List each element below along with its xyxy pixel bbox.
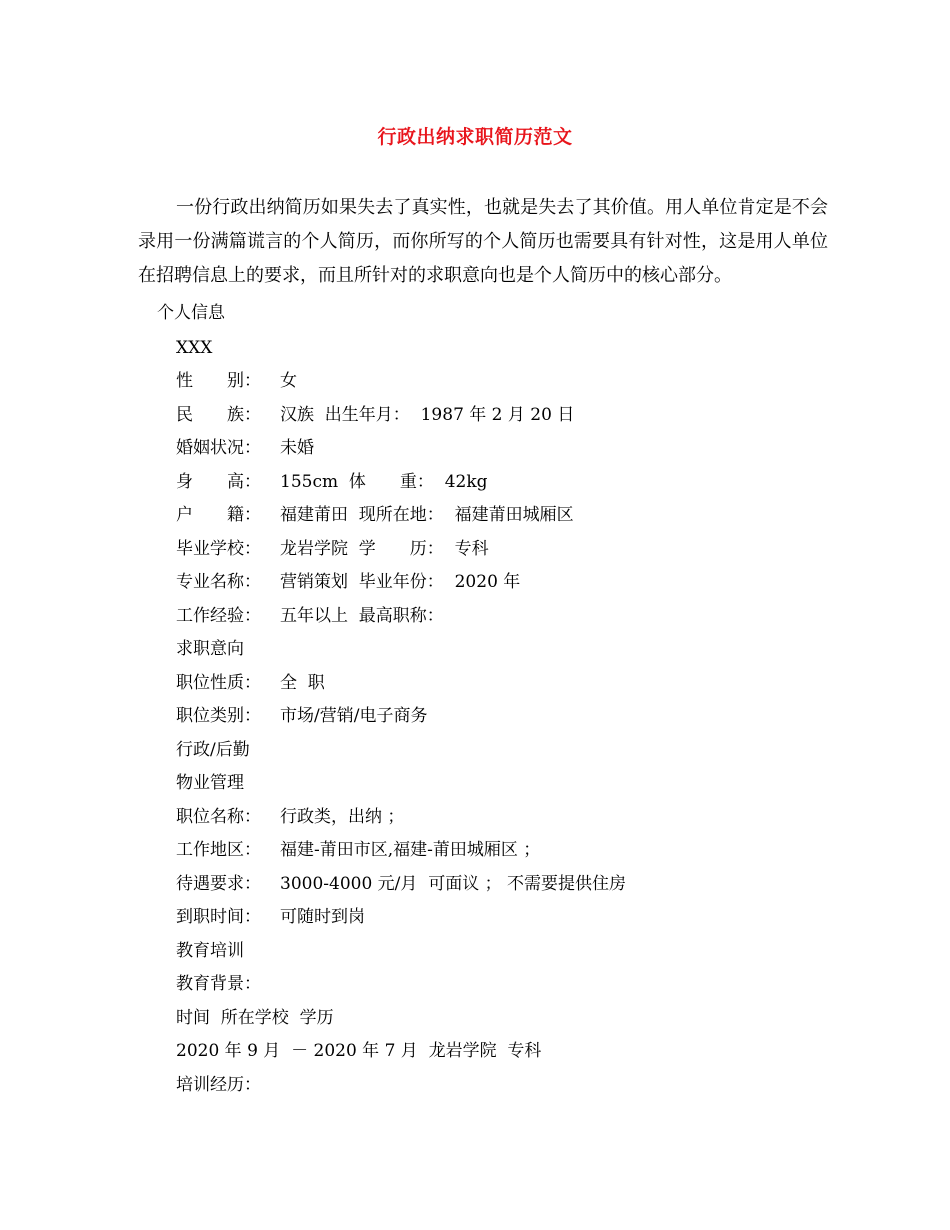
training-label: 培训经历： [176, 1075, 261, 1095]
ethnicity-value: 汉族 出生年月： 1987 年 2 月 20 日 [280, 405, 575, 425]
education-row: 2020 年 9 月 － 2020 年 7 月 龙岩学院 专科 [176, 1041, 542, 1061]
marital-row [176, 436, 314, 460]
job-category-label: 职位类别： [176, 706, 261, 726]
gender-row [176, 369, 297, 393]
experience-row [176, 604, 444, 628]
major-row [176, 570, 520, 594]
school-row [176, 537, 489, 561]
marital-value: 未婚 [280, 438, 314, 458]
job-category-2: 行政/后勤 [176, 740, 250, 760]
education-heading: 教育培训 [176, 941, 244, 961]
gender-label: 性 别： [176, 371, 261, 391]
start-time-label: 到职时间： [176, 907, 261, 927]
job-category-value: 市场/营销/电子商务 [280, 706, 428, 726]
hukou-value: 福建莆田 现所在地： 福建莆田城厢区 [280, 505, 574, 525]
work-area-row [176, 838, 540, 862]
major-label: 专业名称： [176, 572, 261, 592]
name-value: XXX [176, 338, 213, 358]
school-label: 毕业学校： [176, 539, 261, 559]
job-category-row [176, 704, 427, 728]
height-label: 身 高： [176, 472, 261, 492]
intro-paragraph: 一份行政出纳简历如果失去了真实性，也就是失去了其价值。用人单位肯定是不会录用一份满篇谎言的个人简历，而你所写的个人简历也需要具有针对性，这是用人单位在招聘信息上的要求，而且所针对的求职意向也是个人简历中的核心部分。 [138, 197, 828, 286]
job-category-3: 物业管理 [176, 773, 244, 793]
personal-info-heading: 个人信息 [157, 303, 225, 323]
job-intention-heading: 求职意向 [176, 639, 244, 659]
start-time-value: 可随时到岗 [280, 907, 365, 927]
salary-row [176, 872, 626, 896]
job-type-row [176, 671, 325, 695]
job-title-value: 行政类，出纳 ； [280, 807, 405, 827]
job-title-label: 职位名称： [176, 807, 261, 827]
ethnicity-label: 民 族： [176, 405, 261, 425]
gender-value: 女 [280, 371, 297, 391]
salary-label: 待遇要求： [176, 874, 261, 894]
work-area-value: 福建-莆田市区,福建-莆田城厢区 ； [280, 840, 541, 860]
experience-label: 工作经验： [176, 606, 261, 626]
major-value: 营销策划 毕业年份： 2020 年 [280, 572, 521, 592]
salary-value: 3000-4000 元/月 可面议 ； 不需要提供住房 [280, 874, 627, 894]
job-title-row [176, 805, 404, 829]
school-value: 龙岩学院 学 历： 专科 [280, 539, 489, 559]
hukou-label: 户 籍： [176, 505, 261, 525]
ethnicity-row [176, 403, 574, 427]
hukou-row [176, 503, 574, 527]
start-time-row [176, 905, 365, 929]
education-background: 教育背景： [176, 974, 261, 994]
height-row [176, 470, 488, 494]
work-area-label: 工作地区： [176, 840, 261, 860]
marital-label: 婚姻状况： [176, 438, 261, 458]
job-type-value: 全 职 [280, 673, 325, 693]
job-type-label: 职位性质： [176, 673, 261, 693]
education-table-header: 时间 所在学校 学历 [176, 1008, 334, 1028]
document-title: 行政出纳求职简历范文 [377, 126, 573, 148]
experience-value: 五年以上 最高职称： [280, 606, 444, 626]
height-value: 155cm 体 重： 42kg [280, 472, 488, 492]
